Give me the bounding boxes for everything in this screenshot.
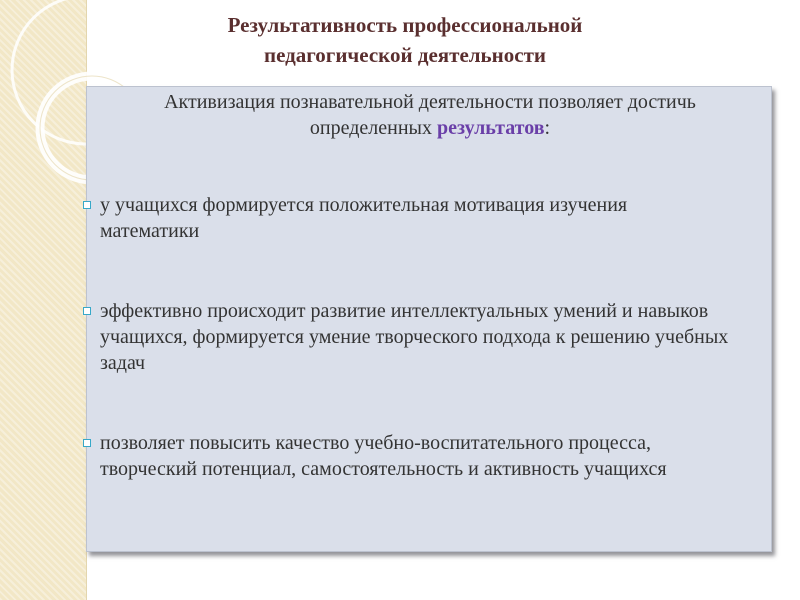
intro-colon: : [544,117,551,139]
intro-highlight: результатов [436,117,545,139]
hollow-square-bullet-icon [83,439,91,447]
list-item-text: позволяет повысить качество учебно-воспитательного процесса, творческий потенциал, самостоятельность и активность учащихся [100,432,667,480]
list-item [80,192,730,244]
slide-title-line1: Результативность профессиональной [227,13,583,37]
intro-text: Активизация познавательной деятельности позволяет достичь определенных [164,91,696,139]
list-item [80,430,730,482]
results-list [80,192,730,536]
slide-title-line2: педагогической деятельности [264,43,546,67]
hollow-square-bullet-icon [83,201,91,209]
hollow-square-bullet-icon [83,307,91,315]
intro-paragraph [120,89,740,141]
list-item-text: эффективно происходит развитие интеллектуальных умений и навыков учащихся, формируется умение творческого подхода к решению учебных задач [100,300,729,374]
slide-title [110,10,700,70]
list-item-text: у учащихся формируется положительная мотивация изучения математики [100,194,628,242]
list-item [80,298,730,376]
